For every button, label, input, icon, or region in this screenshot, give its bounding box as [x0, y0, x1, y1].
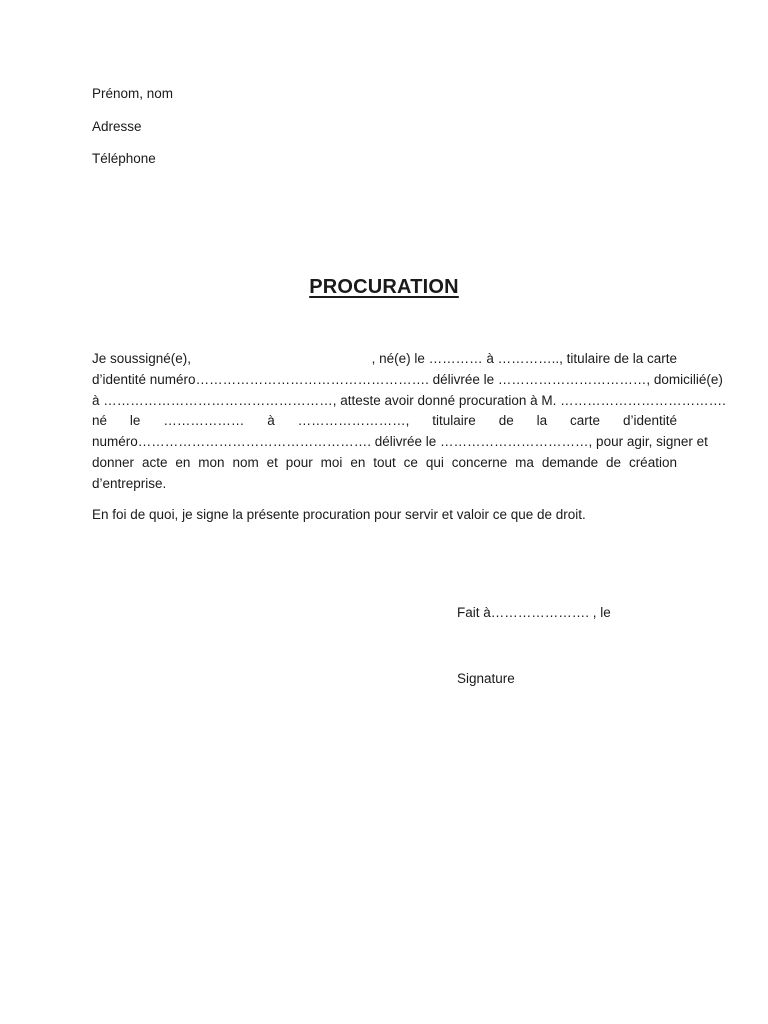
- text-segment: d’entreprise.: [92, 475, 167, 491]
- paragraph-line: [92, 474, 677, 495]
- word: de: [498, 413, 514, 429]
- word: le: [129, 413, 141, 429]
- word: en: [175, 454, 191, 470]
- word: nom: [232, 454, 259, 470]
- procuration-paragraph: [92, 349, 726, 495]
- word: concerne: [451, 454, 508, 470]
- word: ……………………,: [297, 413, 410, 429]
- text-segment: d’identité numéro……………………………………………. délivrée le ……………………………, domicilié(e): [92, 371, 723, 387]
- word: la: [536, 413, 548, 429]
- paragraph-line: [92, 411, 677, 432]
- word: qui: [425, 454, 444, 470]
- word: donner: [92, 454, 135, 470]
- sender-name-label: Prénom, nom: [92, 86, 174, 101]
- word: ma: [515, 454, 534, 470]
- sender-phone-label: Téléphone: [92, 151, 156, 166]
- paragraph-line: [92, 453, 677, 474]
- word: ………………: [163, 413, 245, 429]
- word: création: [628, 454, 677, 470]
- sender-block: [92, 86, 173, 184]
- word: acte: [141, 454, 168, 470]
- paragraph-line: [92, 349, 677, 370]
- word: en: [350, 454, 366, 470]
- closing-statement: En foi de quoi, je signe la présente procuration pour servir et valoir ce que de droit.: [92, 507, 586, 522]
- word: moi: [320, 454, 343, 470]
- text-segment: à ……………………………………………, atteste avoir donné procuration à M. ……………………………….: [92, 392, 726, 408]
- paragraph-line: [92, 391, 726, 412]
- word: carte: [570, 413, 601, 429]
- word: titulaire: [432, 413, 476, 429]
- word: pour: [285, 454, 313, 470]
- word: ce: [403, 454, 418, 470]
- signature-label: Signature: [457, 671, 515, 686]
- word: demande: [541, 454, 599, 470]
- word: mon: [198, 454, 225, 470]
- place-date-line: Fait à…………………. , le: [457, 605, 611, 620]
- word: d’identité: [622, 413, 677, 429]
- word: et: [266, 454, 278, 470]
- document-title: PROCURATION: [309, 276, 459, 298]
- sender-address-label: Adresse: [92, 118, 142, 134]
- text-segment: , né(e) le ………… à ………….., titulaire de la carte: [371, 351, 677, 366]
- word: à: [267, 413, 275, 429]
- word: tout: [373, 454, 396, 470]
- paragraph-line: [92, 370, 723, 391]
- word: né: [92, 413, 108, 429]
- text-segment: numéro……………………………………………. délivrée le ……………………………, pour agir, signer et: [92, 434, 708, 450]
- word: de: [606, 454, 622, 470]
- paragraph-line: [92, 432, 708, 453]
- text-segment: Je soussigné(e),: [92, 351, 192, 366]
